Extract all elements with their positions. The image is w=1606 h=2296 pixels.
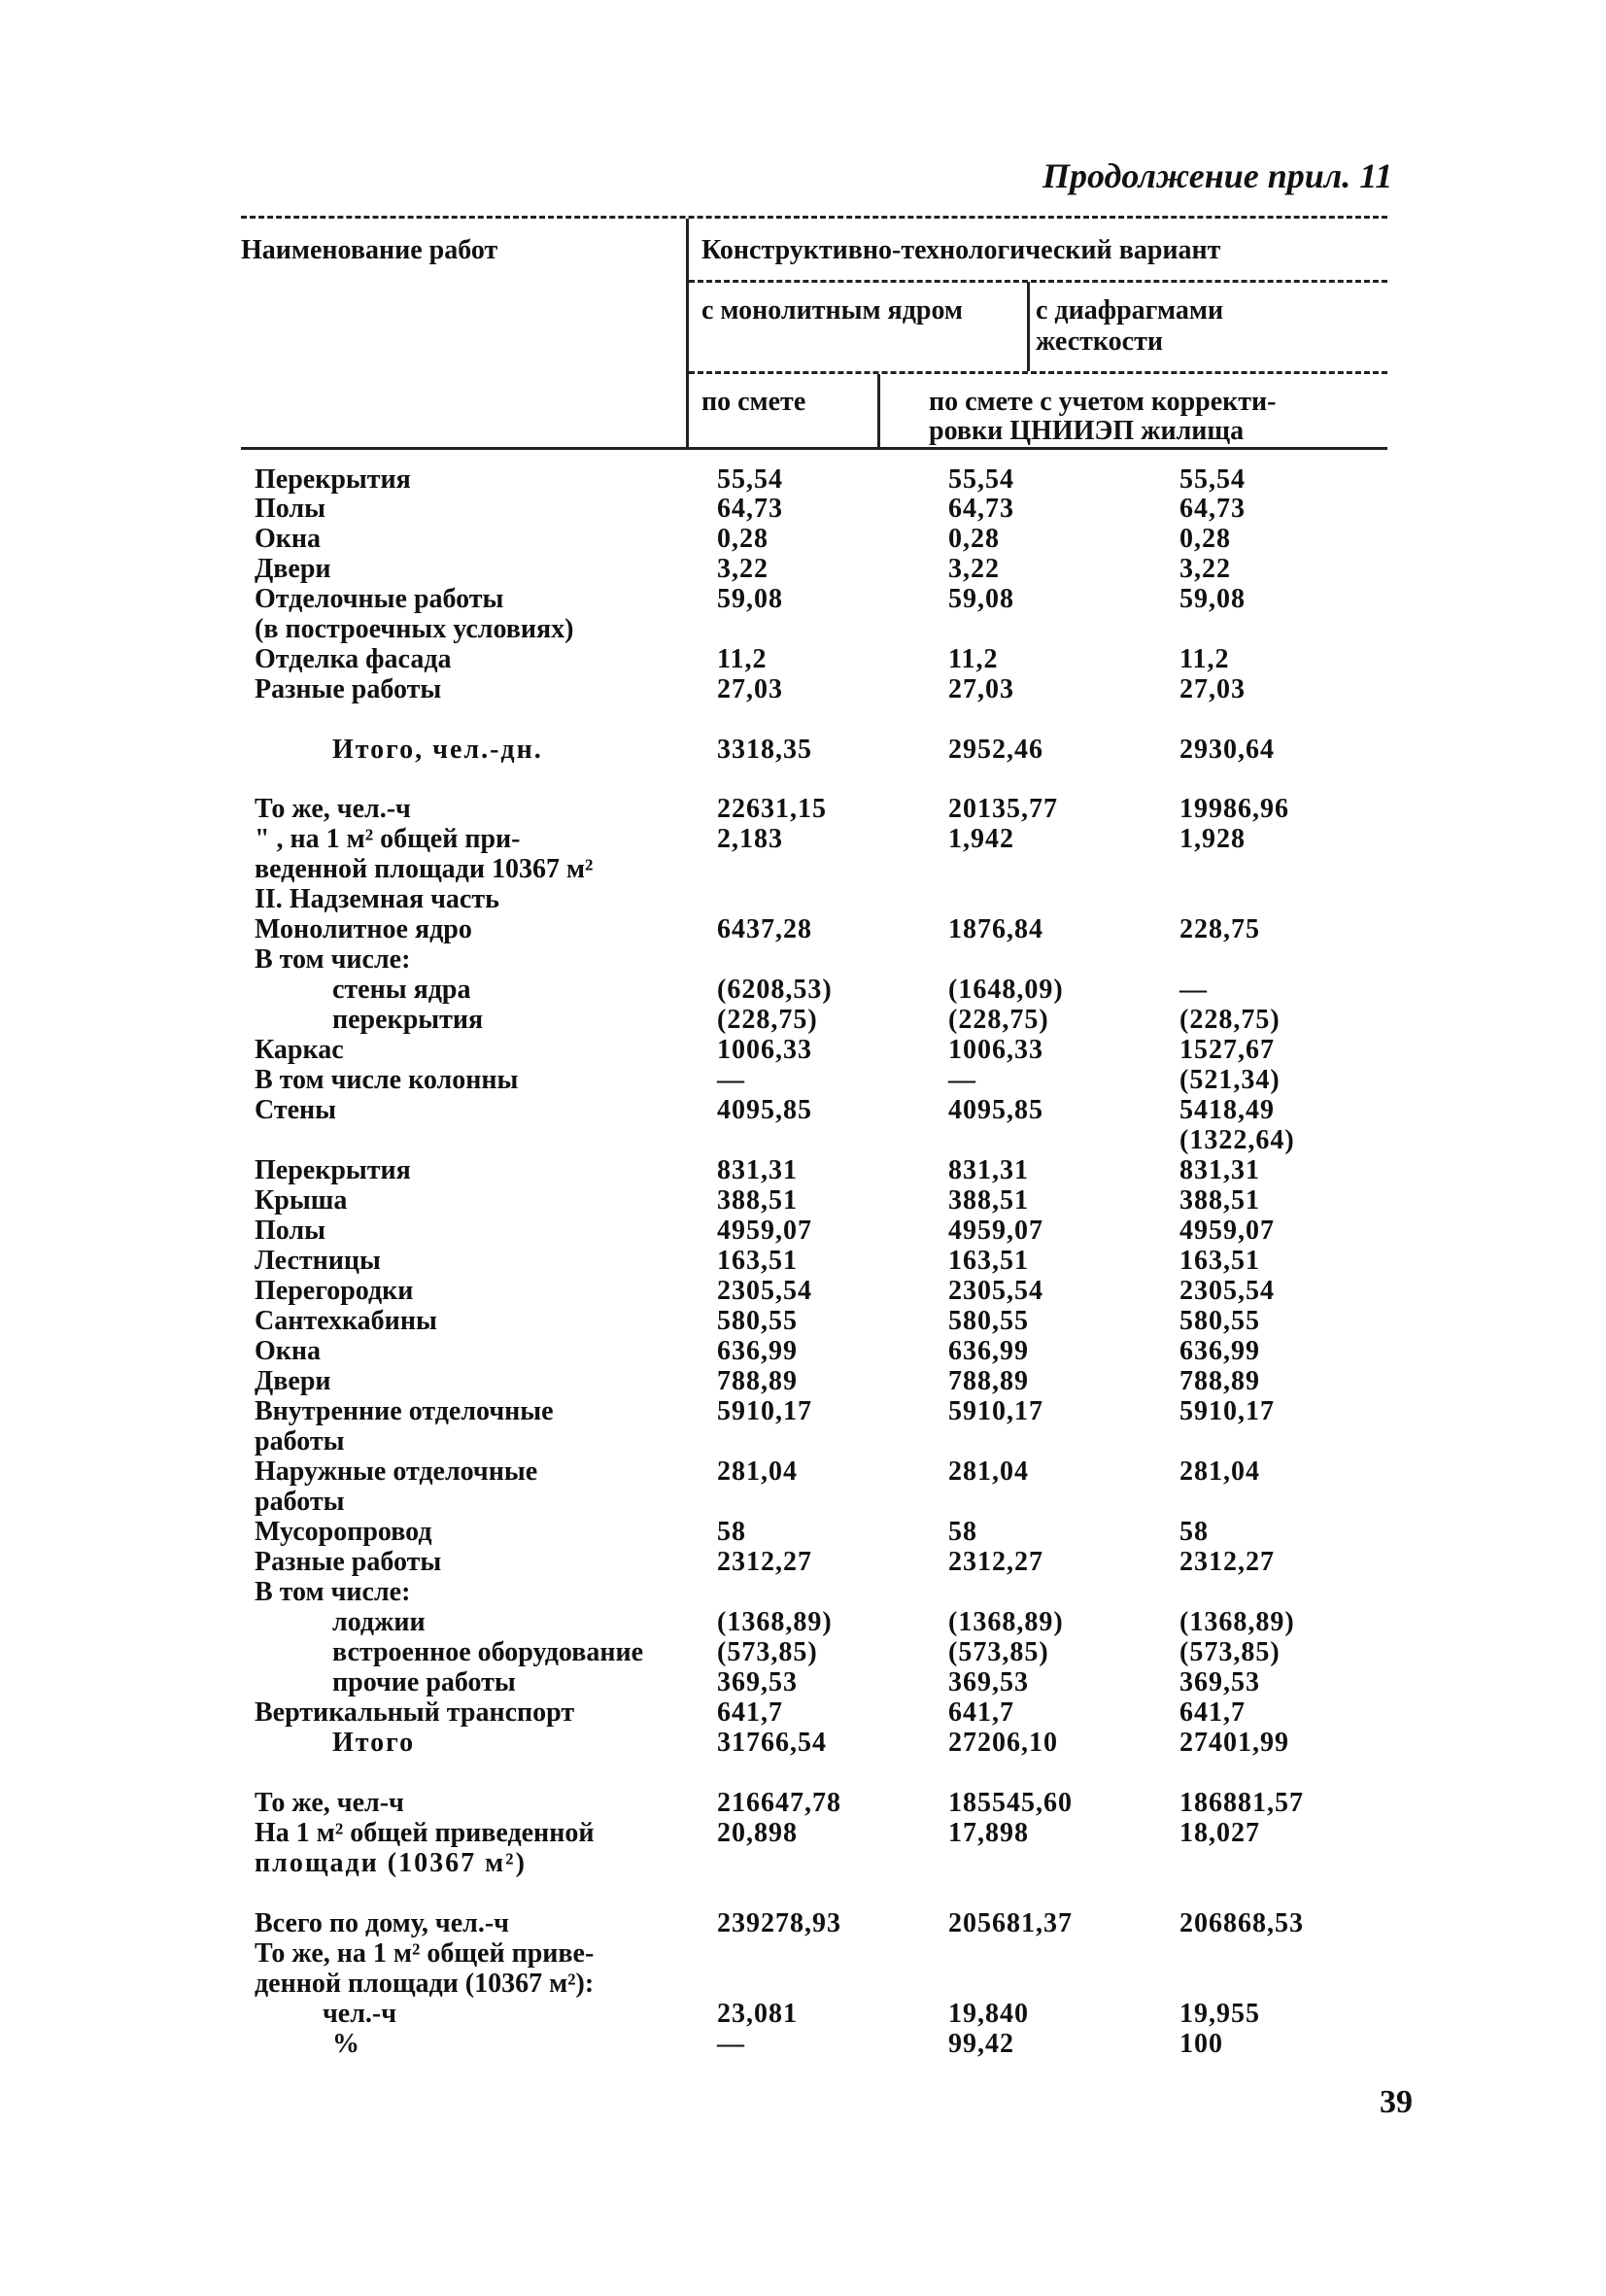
row-label: Отделка фасада xyxy=(255,644,452,674)
row-value-v3: 1,928 xyxy=(1179,824,1246,854)
row-label: В том числе колонны xyxy=(255,1065,519,1095)
row-value-v1: (1368,89) xyxy=(717,1607,833,1637)
row-value-v3: 831,31 xyxy=(1179,1155,1260,1185)
row-label: Всего по дому, чел.-ч xyxy=(255,1908,509,1938)
row-value-v2: 55,54 xyxy=(948,464,1014,495)
row-value-v3: 186881,57 xyxy=(1179,1788,1304,1818)
row-value-v1: 163,51 xyxy=(717,1246,798,1276)
diaphragms-header-l1: с диафрагмами xyxy=(1036,295,1224,326)
row-value-v1: 20,898 xyxy=(717,1818,798,1848)
row-value-v1: 636,99 xyxy=(717,1336,798,1366)
row-value-v3: 5910,17 xyxy=(1179,1396,1275,1426)
row-value-v2: — xyxy=(948,1065,976,1095)
row-value-v3: 2305,54 xyxy=(1179,1276,1275,1306)
row-value-v2: (228,75) xyxy=(948,1005,1049,1035)
row-label: чел.-ч xyxy=(323,1999,397,2029)
row-value-v1: 2312,27 xyxy=(717,1547,812,1577)
row-value-v2: 388,51 xyxy=(948,1185,1029,1216)
row-value-v3: 11,2 xyxy=(1179,644,1230,674)
row-value-v2: 1006,33 xyxy=(948,1035,1043,1065)
row-value-v1: 3318,35 xyxy=(717,735,812,765)
row-value-v1: (573,85) xyxy=(717,1637,818,1667)
row-label: Монолитное ядро xyxy=(255,914,472,944)
row-value-v2: 2305,54 xyxy=(948,1276,1043,1306)
row-value-v1: 388,51 xyxy=(717,1185,798,1216)
row-label: II. Надземная часть xyxy=(255,884,499,914)
row-value-v3: 369,53 xyxy=(1179,1667,1260,1697)
row-value-v3: (521,34) xyxy=(1179,1065,1281,1095)
row-value-v2: (1648,09) xyxy=(948,975,1064,1005)
row-value-v1: 2,183 xyxy=(717,824,783,854)
row-value-v3: 1527,67 xyxy=(1179,1035,1275,1065)
row-value-v2: 831,31 xyxy=(948,1155,1029,1185)
row-value-v2: 1876,84 xyxy=(948,914,1043,944)
row-value-v3: (228,75) xyxy=(1179,1005,1281,1035)
row-label: стены ядра xyxy=(332,975,471,1005)
row-value-v2: 3,22 xyxy=(948,554,1000,584)
row-value-v1: 831,31 xyxy=(717,1155,798,1185)
row-label: То же, чел-ч xyxy=(255,1788,404,1818)
row-value-v2: 27,03 xyxy=(948,674,1014,704)
row-label: " , на 1 м² общей при- xyxy=(255,824,521,854)
row-value-v1: 580,55 xyxy=(717,1306,798,1336)
by-estimate-corr-l1: по смете с учетом корректи- xyxy=(929,387,1277,417)
page-number: 39 xyxy=(1380,2084,1413,2120)
row-value-v3: 27,03 xyxy=(1179,674,1246,704)
row-value-v2: 4959,07 xyxy=(948,1216,1043,1246)
row-value-v3: (1368,89) xyxy=(1179,1607,1295,1637)
row-value-v3: (573,85) xyxy=(1179,1637,1281,1667)
row-label: Двери xyxy=(255,1366,331,1396)
row-value-v3: 18,027 xyxy=(1179,1818,1260,1848)
row-value-v2: 59,08 xyxy=(948,584,1014,614)
row-label: (в построечных условиях) xyxy=(255,614,574,644)
row-value-v2: 19,840 xyxy=(948,1999,1029,2029)
row-label: перекрытия xyxy=(332,1005,484,1035)
row-value-v2: 641,7 xyxy=(948,1697,1014,1728)
header-top-rule xyxy=(241,216,1387,219)
diaphragms-header-l2: жесткости xyxy=(1036,326,1163,357)
row-label: Мусоропровод xyxy=(255,1517,432,1547)
header-rule-3 xyxy=(689,371,1387,374)
row-value-v2: 1,942 xyxy=(948,824,1014,854)
row-value-v2: 64,73 xyxy=(948,494,1014,524)
row-label: работы xyxy=(255,1487,345,1517)
row-value-v2: 205681,37 xyxy=(948,1908,1073,1938)
row-value-v2: 788,89 xyxy=(948,1366,1029,1396)
row-label: денной площади (10367 м²): xyxy=(255,1969,595,1999)
row-value-v3: (1322,64) xyxy=(1179,1125,1295,1155)
row-value-v1: 11,2 xyxy=(717,644,768,674)
row-value-v3: 58 xyxy=(1179,1517,1209,1547)
row-value-v1: 4959,07 xyxy=(717,1216,812,1246)
row-value-v3: 641,7 xyxy=(1179,1697,1246,1728)
row-value-v3: 3,22 xyxy=(1179,554,1231,584)
row-label: Наружные отделочные xyxy=(255,1456,538,1487)
mono-core-header: с монолитным ядром xyxy=(701,295,963,326)
row-value-v1: 23,081 xyxy=(717,1999,798,2029)
variant-header: Конструктивно-технологический вариант xyxy=(701,235,1221,265)
row-label: Лестницы xyxy=(255,1246,381,1276)
row-value-v2: 11,2 xyxy=(948,644,999,674)
row-value-v1: 1006,33 xyxy=(717,1035,812,1065)
row-label: То же, на 1 м² общей приве- xyxy=(255,1938,595,1969)
row-value-v2: 27206,10 xyxy=(948,1728,1058,1758)
row-value-v3: — xyxy=(1179,975,1208,1005)
row-value-v2: 163,51 xyxy=(948,1246,1029,1276)
row-value-v1: 31766,54 xyxy=(717,1728,827,1758)
row-value-v2: 5910,17 xyxy=(948,1396,1043,1426)
row-value-v3: 580,55 xyxy=(1179,1306,1260,1336)
row-value-v1: 2305,54 xyxy=(717,1276,812,1306)
continuation-title: Продолжение прил. 11 xyxy=(1042,156,1393,195)
header-vertical-sub xyxy=(1027,282,1030,371)
row-label: В том числе: xyxy=(255,944,411,975)
row-label: Окна xyxy=(255,524,322,554)
col-name-header: Наименование работ xyxy=(241,235,498,265)
row-value-v2: 369,53 xyxy=(948,1667,1029,1697)
row-value-v1: 4095,85 xyxy=(717,1095,812,1125)
row-value-v3: 59,08 xyxy=(1179,584,1246,614)
row-value-v2: 58 xyxy=(948,1517,977,1547)
row-label: То же, чел.-ч xyxy=(255,794,411,824)
row-value-v2: 99,42 xyxy=(948,2029,1014,2059)
row-value-v3: 0,28 xyxy=(1179,524,1231,554)
row-value-v3: 64,73 xyxy=(1179,494,1246,524)
row-label: % xyxy=(332,2029,359,2059)
row-value-v2: 17,898 xyxy=(948,1818,1029,1848)
row-value-v3: 388,51 xyxy=(1179,1185,1260,1216)
row-label: Перекрытия xyxy=(255,1155,411,1185)
row-value-v3: 228,75 xyxy=(1179,914,1260,944)
row-value-v1: (228,75) xyxy=(717,1005,818,1035)
row-value-v3: 19,955 xyxy=(1179,1999,1260,2029)
row-value-v2: 2952,46 xyxy=(948,735,1043,765)
row-value-v2: 580,55 xyxy=(948,1306,1029,1336)
row-label: Итого, чел.-дн. xyxy=(332,735,543,765)
row-label: лоджии xyxy=(332,1607,426,1637)
row-value-v3: 19986,96 xyxy=(1179,794,1289,824)
row-label: Итого xyxy=(332,1728,416,1758)
by-estimate-header: по смете xyxy=(701,387,806,417)
row-label: На 1 м² общей приведенной xyxy=(255,1818,595,1848)
row-value-v3: 2930,64 xyxy=(1179,735,1275,765)
row-label: работы xyxy=(255,1426,345,1456)
row-value-v1: — xyxy=(717,1065,745,1095)
header-bottom-rule xyxy=(241,447,1387,450)
row-value-v1: 55,54 xyxy=(717,464,783,495)
row-label: веденной площади 10367 м² xyxy=(255,854,594,884)
row-label: Окна xyxy=(255,1336,322,1366)
row-label: Разные работы xyxy=(255,674,442,704)
row-value-v1: 64,73 xyxy=(717,494,783,524)
row-value-v1: — xyxy=(717,2029,745,2059)
row-label: Стены xyxy=(255,1095,337,1125)
row-label: Сантехкабины xyxy=(255,1306,437,1336)
row-value-v3: 100 xyxy=(1179,2029,1223,2059)
row-label: встроенное оборудование xyxy=(332,1637,644,1667)
row-label: Отделочные работы xyxy=(255,584,504,614)
row-value-v2: 2312,27 xyxy=(948,1547,1043,1577)
row-value-v2: 20135,77 xyxy=(948,794,1058,824)
row-value-v1: 641,7 xyxy=(717,1697,783,1728)
row-value-v1: 788,89 xyxy=(717,1366,798,1396)
row-label: Разные работы xyxy=(255,1547,442,1577)
row-label: прочие работы xyxy=(332,1667,516,1697)
row-value-v3: 5418,49 xyxy=(1179,1095,1275,1125)
row-value-v3: 788,89 xyxy=(1179,1366,1260,1396)
row-label: Двери xyxy=(255,554,331,584)
row-value-v1: 6437,28 xyxy=(717,914,812,944)
row-label: Внутренние отделочные xyxy=(255,1396,554,1426)
row-label: Перекрытия xyxy=(255,464,411,495)
row-label: Каркас xyxy=(255,1035,344,1065)
row-value-v1: 22631,15 xyxy=(717,794,827,824)
row-value-v1: 239278,93 xyxy=(717,1908,841,1938)
row-value-v3: 27401,99 xyxy=(1179,1728,1289,1758)
row-value-v2: 0,28 xyxy=(948,524,1000,554)
header-vertical-sub2 xyxy=(877,374,880,448)
row-value-v1: 216647,78 xyxy=(717,1788,841,1818)
row-value-v2: (1368,89) xyxy=(948,1607,1064,1637)
row-label: Полы xyxy=(255,494,325,524)
row-value-v3: 2312,27 xyxy=(1179,1547,1275,1577)
row-label: Полы xyxy=(255,1216,325,1246)
row-value-v1: 3,22 xyxy=(717,554,769,584)
row-value-v1: 369,53 xyxy=(717,1667,798,1697)
row-value-v1: 281,04 xyxy=(717,1456,798,1487)
row-value-v1: 58 xyxy=(717,1517,746,1547)
row-value-v3: 206868,53 xyxy=(1179,1908,1304,1938)
row-value-v1: 0,28 xyxy=(717,524,769,554)
row-value-v1: (6208,53) xyxy=(717,975,833,1005)
row-label: Перегородки xyxy=(255,1276,414,1306)
row-label: Вертикальный транспорт xyxy=(255,1697,575,1728)
header-rule-2 xyxy=(689,280,1387,283)
row-value-v2: (573,85) xyxy=(948,1637,1049,1667)
row-label: площади (10367 м²) xyxy=(255,1848,527,1878)
row-value-v3: 4959,07 xyxy=(1179,1216,1275,1246)
row-value-v3: 163,51 xyxy=(1179,1246,1260,1276)
row-value-v1: 5910,17 xyxy=(717,1396,812,1426)
row-value-v3: 636,99 xyxy=(1179,1336,1260,1366)
by-estimate-corr-l2: ровки ЦНИИЭП жилища xyxy=(929,416,1245,446)
row-value-v2: 636,99 xyxy=(948,1336,1029,1366)
header-vertical-main xyxy=(686,219,689,448)
row-value-v1: 27,03 xyxy=(717,674,783,704)
row-label: В том числе: xyxy=(255,1577,411,1607)
row-value-v1: 59,08 xyxy=(717,584,783,614)
row-value-v3: 281,04 xyxy=(1179,1456,1260,1487)
row-value-v2: 185545,60 xyxy=(948,1788,1073,1818)
row-value-v3: 55,54 xyxy=(1179,464,1246,495)
row-value-v2: 4095,85 xyxy=(948,1095,1043,1125)
row-value-v2: 281,04 xyxy=(948,1456,1029,1487)
row-label: Крыша xyxy=(255,1185,348,1216)
